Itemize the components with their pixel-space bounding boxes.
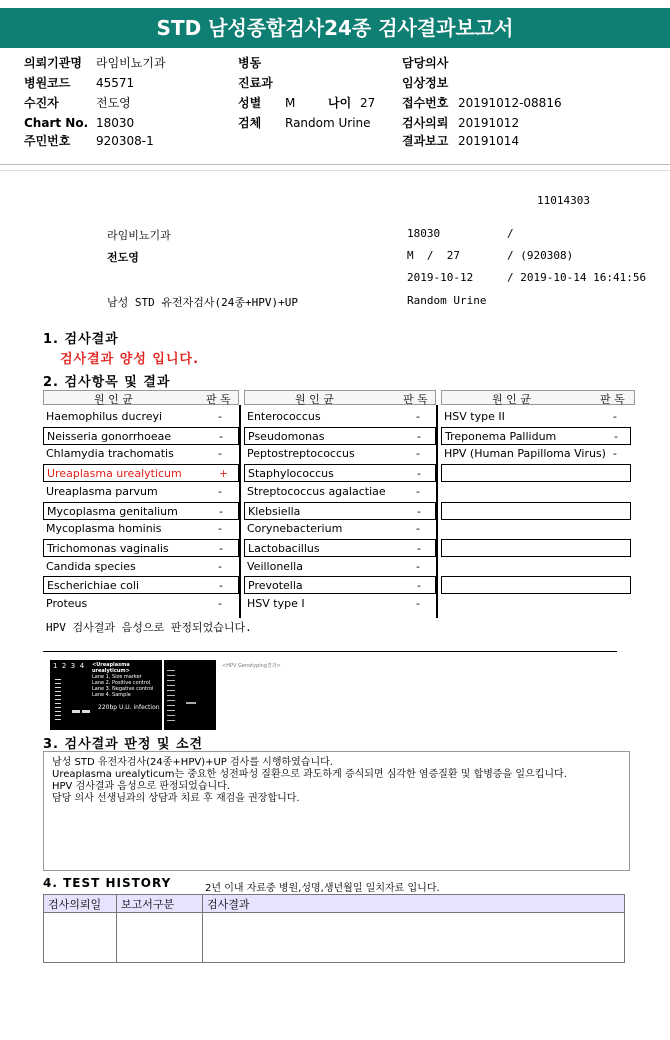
history-table [43,894,625,963]
gel-marker-ladder [55,676,61,722]
pathogen-result: - [416,597,420,610]
pathogen-row [43,483,239,501]
gel-legend-item: Lane 4. Sample [92,692,162,698]
pathogen-row [43,408,239,426]
pathogen-name: Klebsiella [248,504,301,518]
gel-marker-ladder [167,666,175,722]
column-divider [436,405,438,618]
pathogen-result: - [219,579,223,593]
gel-band [72,710,80,713]
info-label: 검체 [238,116,262,130]
info-label: 수진자 [24,96,59,110]
col1-header [43,390,239,405]
history-header-row [44,895,625,913]
gel-band [186,702,196,704]
pathogen-name: Treponema Pallidum [445,429,557,443]
gel-legend-item: Lane 2. Positive control [92,680,162,686]
gel-lanes: 1 2 3 4 [53,662,85,670]
pathogen-row [441,576,631,594]
pathogen-name: Candida species [46,559,136,573]
info-label: 담당의사 [402,56,449,70]
opinion-line: 남성 STD 유전자검사(24종+HPV)+UP 검사를 시행하였습니다. [52,757,333,768]
pathogen-name: Ureaplasma parvum [46,484,158,498]
report-id: 11014303 [537,194,590,207]
pathogen-row [441,539,631,557]
pathogen-name: Neisseria gonorrhoeae [47,429,172,443]
report-title: STD 남성종합검사24종 검사결과보고서 [0,8,670,48]
pathogen-result: - [218,522,222,536]
section4-title: 4. TEST HISTORY [43,876,172,890]
pathogen-row [43,427,239,445]
info-label: Chart No. [24,116,89,130]
history-col-request-date: 검사의뢰일 [44,895,117,913]
gel-image-hpv [164,660,216,730]
positive-result: 검사결과 양성 입니다. [60,352,200,367]
pathogen-name: Proteus [46,597,88,610]
pathogen-result: - [218,410,222,423]
info-label: 진료과 [238,76,273,90]
pathogen-name: Trichomonas vaginalis [47,541,169,555]
report-patient: 전도영 [107,251,139,264]
info-value: 20191012-08816 [458,96,562,110]
pathogen-row [43,558,239,576]
pathogen-result: - [416,410,420,423]
report-specimen: Random Urine [407,294,487,307]
divider [0,164,670,165]
gel-legend [92,662,162,698]
pathogen-name: HSV type II [444,410,505,423]
info-value: 920308-1 [96,134,154,148]
gel-legend-item: Lane 1. Size marker [92,674,162,680]
info-label: 검사의뢰 [402,116,449,130]
info-label: 병동 [238,56,262,70]
pathogen-row [441,502,631,520]
history-note: 2년 이내 자료중 병원,성명,생년월일 일치자료 입니다. [205,883,440,894]
pathogen-row [43,520,239,538]
pathogen-result: - [219,429,223,443]
pathogen-result: + [219,467,229,481]
header-name: 원 인 균 [94,393,133,406]
pathogen-name: Prevotella [248,579,303,593]
pathogen-row [441,445,631,463]
report-reported: / 2019-10-14 16:41:56 [507,271,647,284]
pathogen-result: - [218,447,222,461]
info-value: 20191012 [458,116,520,130]
report-sex-age: M / 27 [407,249,460,262]
pathogen-name: Enterococcus [247,410,321,423]
info-value: 라임비뇨기과 [96,56,166,70]
pathogen-row [244,576,436,594]
hpv-gel-heading: <HPV Genotyping결과> [222,663,281,669]
pathogen-name: Chlamydia trachomatis [46,447,174,461]
info-value: M [285,96,296,110]
pathogen-result: - [613,410,617,423]
pathogen-name: HPV (Human Papilloma Virus) [444,447,606,461]
pathogen-row [244,464,436,482]
pathogen-name: Peptostreptococcus [247,447,355,461]
pathogen-row [43,595,239,613]
age-label: 나이 [328,96,352,110]
pathogen-result: - [417,541,421,555]
info-label: 의뢰기관명 [24,56,82,70]
pathogen-name: Pseudomonas [248,429,325,443]
report-received: 2019-10-12 [407,271,474,284]
pathogen-row [43,464,239,482]
pathogen-row [244,445,436,463]
pathogen-result: - [218,597,222,610]
pathogen-name: Haemophilus ducreyi [46,410,163,423]
col2-header [244,390,436,405]
pathogen-result: - [219,504,223,518]
info-label: 임상정보 [402,76,449,90]
pathogen-row [244,558,436,576]
pathogen-name: HSV type I [247,597,305,610]
section1-title: 1. 검사결과 [43,332,119,347]
info-value: Random Urine [285,116,371,130]
report-slash: / [507,227,514,240]
pathogen-row [43,539,239,557]
history-row [44,913,625,963]
pathogen-result: - [417,467,421,481]
opinion-box [43,751,630,871]
header-result: 판 독 [206,393,231,406]
pathogen-name: Veillonella [247,559,303,573]
opinion-line: HPV 검사결과 음성으로 판정되었습니다. [52,781,231,792]
pathogen-row [43,445,239,463]
pathogen-result: - [416,522,420,536]
opinion-line: 담당 의사 선생님과의 상담과 치료 후 재검을 권장합니다. [52,793,300,804]
info-label: 성별 [238,96,262,110]
header-result: 판 독 [403,393,428,406]
divider [43,651,617,652]
gel-band [82,710,90,713]
section3-title: 3. 검사결과 판정 및 소견 [43,737,204,752]
pathogen-name: Streptococcus agalactiae [247,484,386,498]
report-birth: / (920308) [507,249,574,262]
pathogen-row [244,483,436,501]
age-value: 27 [360,96,376,110]
pathogen-result: - [614,429,618,443]
info-value: 전도영 [96,96,131,110]
history-col-report-type: 보고서구분 [117,895,203,913]
hpv-note: HPV 검사결과 음성으로 판정되었습니다. [46,621,252,634]
pathogen-row [441,408,631,426]
pathogen-row [441,427,631,445]
pathogen-result: - [416,484,420,498]
header-name: 원 인 균 [492,393,531,406]
pathogen-row [43,502,239,520]
gel-heading: <Ureaplasma urealyticum> [92,662,162,674]
info-label: 병원코드 [24,76,71,90]
info-value: 45571 [96,76,135,90]
header-name: 원 인 균 [295,393,334,406]
pathogen-row [441,464,631,482]
pathogen-name: Escherichiae coli [47,579,140,593]
report-test-name: 남성 STD 유전자검사(24종+HPV)+UP [107,296,298,309]
info-label: 접수번호 [402,96,449,110]
pathogen-row [244,520,436,538]
info-label: 주민번호 [24,134,71,148]
pathogen-result: - [219,541,223,555]
pathogen-result: - [416,559,420,573]
section2-title: 2. 검사항목 및 결과 [43,375,171,390]
info-value: 18030 [96,116,135,130]
pathogen-row [244,539,436,557]
pathogen-result: - [416,447,420,461]
gel-band-label: 220bp U.U. infection [98,704,160,711]
pathogen-name: Staphylococcus [248,467,334,481]
col3-header [441,390,635,405]
history-col-result: 검사결과 [203,895,625,913]
pathogen-result: - [417,429,421,443]
pathogen-name: Mycoplasma hominis [46,522,162,536]
pathogen-row [244,427,436,445]
pathogen-name: Mycoplasma genitalium [47,504,178,518]
pathogen-row [43,576,239,594]
pathogen-result: - [218,484,222,498]
opinion-line: Ureaplasma urealyticum는 중요한 성전파성 질환으로 과도하게 증식되면 심각한 염증질환 및 합병증을 일으킵니다. [52,769,567,780]
pathogen-result: - [417,579,421,593]
info-label: 결과보고 [402,134,449,148]
pathogen-result: - [417,504,421,518]
column-divider [239,405,241,618]
pathogen-name: Ureaplasma urealyticum [47,467,182,481]
header-result: 판 독 [600,393,625,406]
pathogen-row [244,595,436,613]
pathogen-result: - [613,447,617,461]
patient-info [0,52,670,164]
pathogen-row [244,502,436,520]
pathogen-name: Lactobacillus [248,541,320,555]
gel-legend-item: Lane 3. Negative control [92,686,162,692]
report-chart: 18030 [407,227,441,240]
pathogen-name: Corynebacterium [247,522,343,536]
info-value: 20191014 [458,134,520,148]
pathogen-row [244,408,436,426]
report-clinic: 라임비뇨기과 [107,229,171,242]
pathogen-result: - [218,559,222,573]
